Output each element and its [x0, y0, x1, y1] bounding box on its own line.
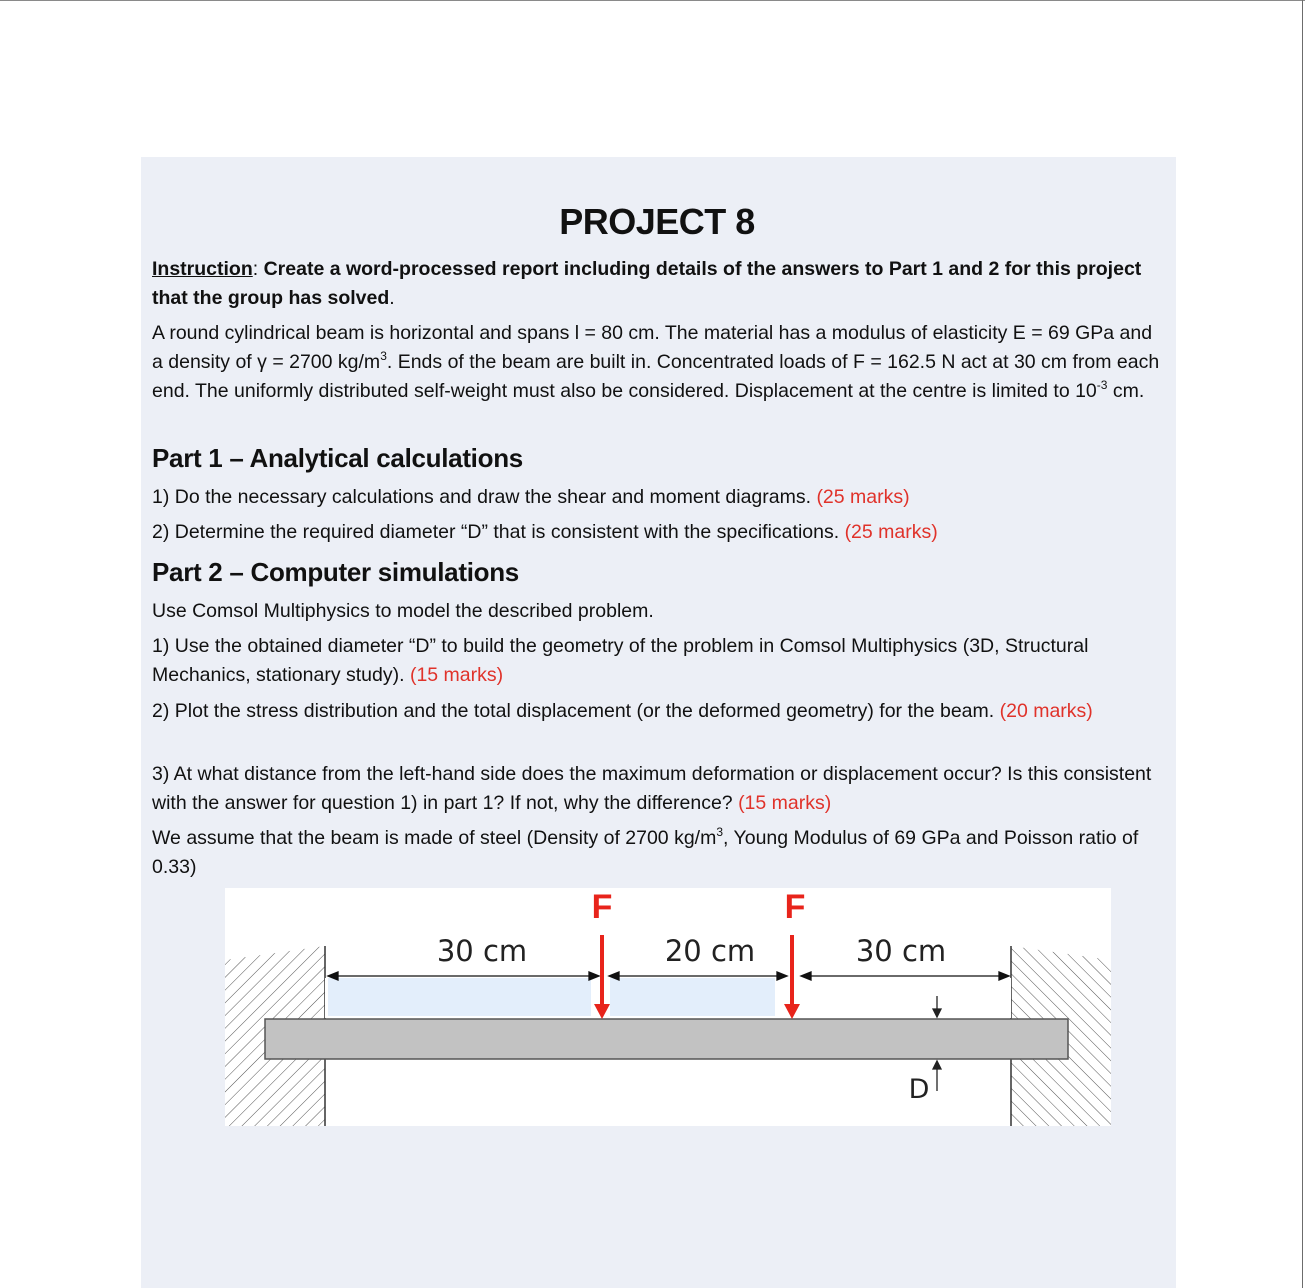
load-label-left: F	[591, 888, 613, 926]
assumption-sup: 3	[716, 825, 724, 839]
part2-q1-marks: (15 marks)	[409, 664, 504, 686]
intro-sup-a: 3	[380, 349, 387, 363]
intro-paragraph	[152, 319, 1164, 406]
part2-q3-text: 3) At what distance from the left-hand side does the maximum deformation or displacement occur? Is this consistent with the answer for question 1) in part 1? If not, why the difference?	[152, 763, 1152, 814]
part2-heading: Part 2 – Computer simulations	[152, 557, 519, 587]
intro-sup-b: -3	[1096, 378, 1108, 392]
assumption-text-b: , Young Modulus of 69 GPa and Poisson ratio of 0.33)	[152, 827, 1139, 878]
assumption-paragraph	[152, 824, 1164, 882]
load-label-right: F	[784, 888, 806, 926]
intro-text-b: . Ends of the beam are built in. Concentrated loads of F = 162.5 N act at 30 cm from each end. The uniformly distributed self-weight must also be considered. Displacement at the centre is limited to 10	[152, 351, 1160, 402]
dimension-label-right: 30 cm	[855, 934, 947, 968]
intro-text-c: cm.	[1107, 380, 1145, 402]
instruction-end: .	[389, 287, 395, 309]
part2-question-3	[152, 760, 1164, 818]
part2-q2-text: 2) Plot the stress distribution and the total displacement (or the deformed geometry) for the beam.	[152, 700, 995, 722]
part2-q2-marks: (20 marks)	[999, 700, 1093, 722]
instruction-label: Instruction	[152, 258, 253, 280]
instruction-text: Create a word-processed report including details of the answers to Part 1 and 2 for this project that the group has solved	[152, 258, 1142, 309]
page-title: PROJECT 8	[559, 201, 755, 242]
assumption-text-a: We assume that the beam is made of steel (Density of 2700 kg/m	[152, 827, 717, 849]
beam-diagram	[225, 888, 1111, 1126]
document-page	[141, 157, 1176, 1288]
highlight-region-middle	[610, 978, 775, 1016]
part2-q1-text: 1) Use the obtained diameter “D” to build the geometry of the problem in Comsol Multiphysics (3D, Structural Mechanics, stationary study).	[152, 635, 1089, 686]
dimension-label-left: 30 cm	[436, 934, 528, 968]
part1-question-1	[152, 483, 1164, 512]
intro-text-a: A round cylindrical beam is horizontal and spans l = 80 cm. The material has a modulus of elasticity E = 69 GPa and a density of γ = 2700 kg/m	[152, 322, 1153, 373]
part1-q1-text: 1) Do the necessary calculations and draw the shear and moment diagrams.	[152, 486, 812, 508]
part2-intro: Use Comsol Multiphysics to model the described problem.	[152, 600, 654, 622]
beam	[265, 1019, 1068, 1059]
part2-question-2	[152, 697, 1164, 726]
window-right-border	[1302, 0, 1303, 1288]
highlight-region-left	[328, 978, 591, 1016]
dimension-label-middle: 20 cm	[664, 934, 756, 968]
instruction-paragraph	[152, 255, 1164, 313]
diameter-label: D	[908, 1074, 930, 1105]
part1-q2-text: 2) Determine the required diameter “D” that is consistent with the specifications.	[152, 521, 840, 543]
part1-q2-marks: (25 marks)	[844, 521, 938, 543]
part1-q1-marks: (25 marks)	[816, 486, 910, 508]
part2-q3-marks: (15 marks)	[738, 792, 832, 814]
window-top-border	[0, 0, 1305, 1]
part2-question-1	[152, 632, 1164, 690]
part1-heading: Part 1 – Analytical calculations	[152, 443, 523, 473]
instruction-separator: :	[252, 258, 264, 280]
part1-question-2	[152, 518, 1164, 547]
